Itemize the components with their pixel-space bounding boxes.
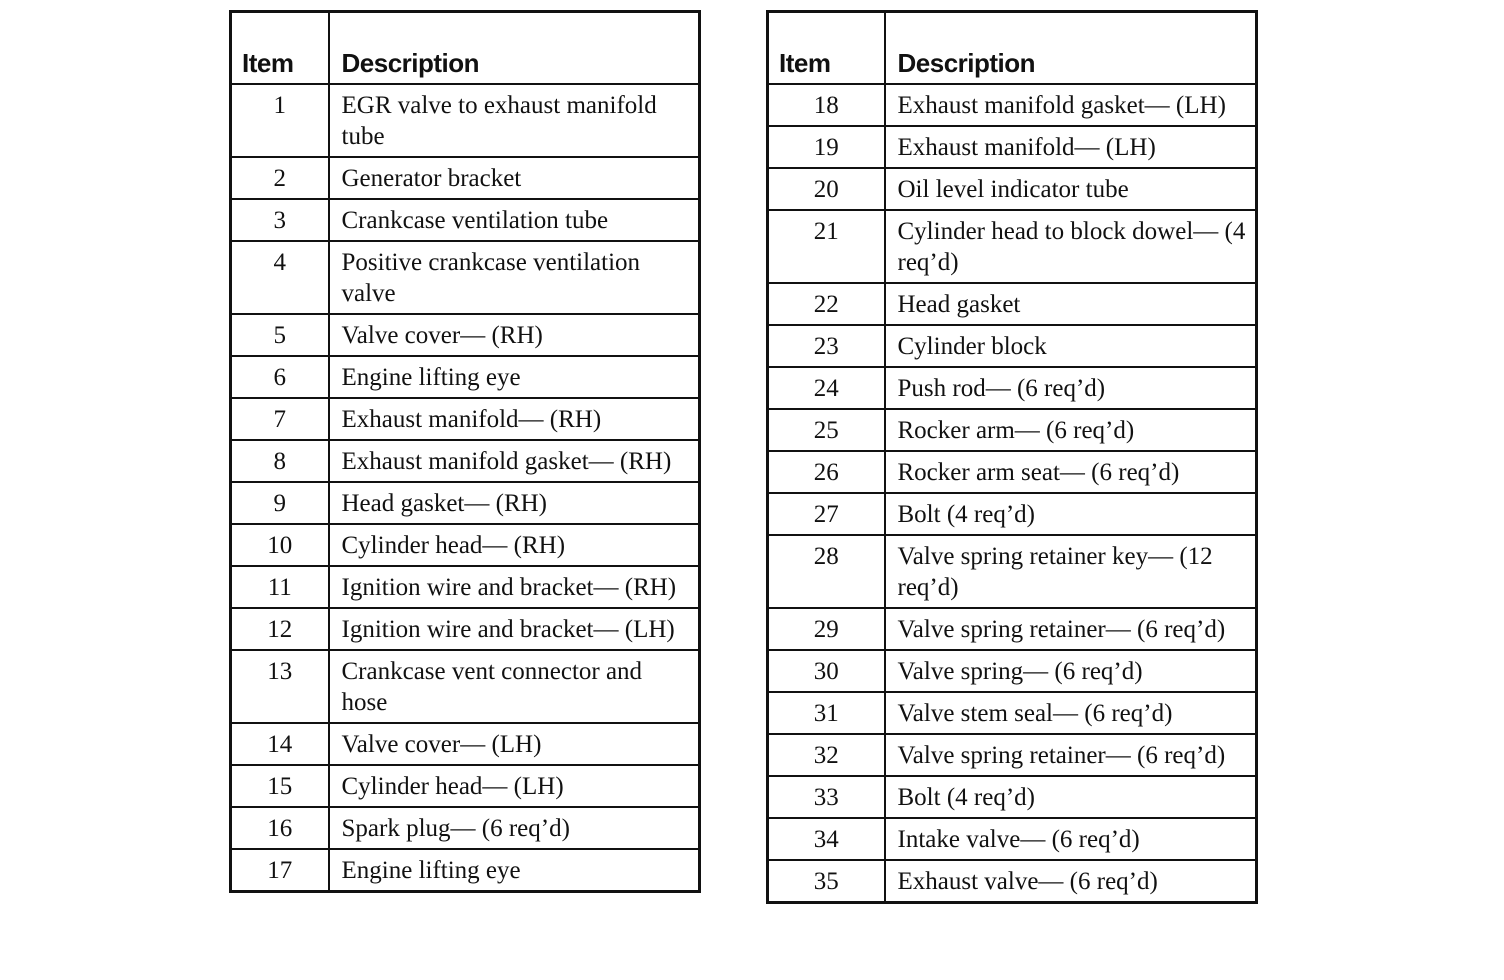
part-description: Valve spring retainer— (6 req’d) bbox=[885, 608, 1257, 650]
table-row bbox=[231, 723, 700, 765]
table-row bbox=[231, 849, 700, 892]
item-number: 28 bbox=[768, 535, 885, 608]
part-description: Cylinder block bbox=[885, 325, 1257, 367]
table-row bbox=[768, 493, 1257, 535]
item-number: 1 bbox=[231, 84, 329, 157]
item-number: 15 bbox=[231, 765, 329, 807]
table-row bbox=[231, 807, 700, 849]
table-row bbox=[768, 126, 1257, 168]
item-number: 20 bbox=[768, 168, 885, 210]
part-description: Spark plug— (6 req’d) bbox=[329, 807, 700, 849]
table-row bbox=[231, 440, 700, 482]
table-row bbox=[768, 650, 1257, 692]
table-row bbox=[231, 566, 700, 608]
table-row bbox=[231, 241, 700, 314]
table-row bbox=[768, 860, 1257, 903]
table-row bbox=[231, 765, 700, 807]
item-number: 6 bbox=[231, 356, 329, 398]
part-description: Valve spring retainer key— (12 req’d) bbox=[885, 535, 1257, 608]
part-description: Exhaust valve— (6 req’d) bbox=[885, 860, 1257, 903]
item-number: 32 bbox=[768, 734, 885, 776]
table-row bbox=[768, 367, 1257, 409]
item-number: 18 bbox=[768, 84, 885, 126]
table-header-row bbox=[231, 12, 700, 85]
table-row bbox=[231, 84, 700, 157]
item-column-header: Item bbox=[768, 12, 885, 85]
parts-table-left bbox=[229, 10, 701, 893]
table-row bbox=[768, 776, 1257, 818]
table-header-row bbox=[768, 12, 1257, 85]
table-row bbox=[768, 210, 1257, 283]
item-number: 16 bbox=[231, 807, 329, 849]
parts-table-right bbox=[766, 10, 1258, 904]
item-number: 14 bbox=[231, 723, 329, 765]
table-row bbox=[768, 818, 1257, 860]
table-row bbox=[768, 734, 1257, 776]
table-row bbox=[768, 409, 1257, 451]
part-description: Push rod— (6 req’d) bbox=[885, 367, 1257, 409]
table-row bbox=[768, 283, 1257, 325]
item-number: 21 bbox=[768, 210, 885, 283]
description-column-header: Description bbox=[885, 12, 1257, 85]
item-number: 24 bbox=[768, 367, 885, 409]
part-description: Bolt (4 req’d) bbox=[885, 776, 1257, 818]
part-description: Engine lifting eye bbox=[329, 356, 700, 398]
item-number: 27 bbox=[768, 493, 885, 535]
parts-table-right-body bbox=[768, 84, 1257, 903]
part-description: Exhaust manifold— (RH) bbox=[329, 398, 700, 440]
table-row bbox=[231, 608, 700, 650]
table-row bbox=[768, 692, 1257, 734]
item-number: 34 bbox=[768, 818, 885, 860]
part-description: Cylinder head to block dowel— (4 req’d) bbox=[885, 210, 1257, 283]
part-description: EGR valve to exhaust manifold tube bbox=[329, 84, 700, 157]
item-number: 12 bbox=[231, 608, 329, 650]
part-description: Crankcase ventilation tube bbox=[329, 199, 700, 241]
item-number: 26 bbox=[768, 451, 885, 493]
part-description: Rocker arm— (6 req’d) bbox=[885, 409, 1257, 451]
table-row bbox=[768, 325, 1257, 367]
table-row bbox=[231, 650, 700, 723]
item-number: 25 bbox=[768, 409, 885, 451]
item-number: 2 bbox=[231, 157, 329, 199]
part-description: Oil level indicator tube bbox=[885, 168, 1257, 210]
part-description: Valve cover— (RH) bbox=[329, 314, 700, 356]
item-number: 30 bbox=[768, 650, 885, 692]
table-row bbox=[231, 199, 700, 241]
item-number: 29 bbox=[768, 608, 885, 650]
table-row bbox=[768, 84, 1257, 126]
part-description: Valve spring retainer— (6 req’d) bbox=[885, 734, 1257, 776]
item-number: 3 bbox=[231, 199, 329, 241]
part-description: Exhaust manifold— (LH) bbox=[885, 126, 1257, 168]
part-description: Bolt (4 req’d) bbox=[885, 493, 1257, 535]
description-column-header: Description bbox=[329, 12, 700, 85]
part-description: Generator bracket bbox=[329, 157, 700, 199]
part-description: Ignition wire and bracket— (LH) bbox=[329, 608, 700, 650]
part-description: Head gasket— (RH) bbox=[329, 482, 700, 524]
part-description: Valve spring— (6 req’d) bbox=[885, 650, 1257, 692]
part-description: Rocker arm seat— (6 req’d) bbox=[885, 451, 1257, 493]
part-description: Head gasket bbox=[885, 283, 1257, 325]
item-number: 5 bbox=[231, 314, 329, 356]
item-number: 35 bbox=[768, 860, 885, 903]
table-row bbox=[231, 314, 700, 356]
part-description: Exhaust manifold gasket— (RH) bbox=[329, 440, 700, 482]
table-row bbox=[768, 451, 1257, 493]
table-row bbox=[231, 524, 700, 566]
table-row bbox=[768, 168, 1257, 210]
item-number: 22 bbox=[768, 283, 885, 325]
part-description: Cylinder head— (RH) bbox=[329, 524, 700, 566]
item-number: 8 bbox=[231, 440, 329, 482]
part-description: Crankcase vent connector and hose bbox=[329, 650, 700, 723]
item-number: 7 bbox=[231, 398, 329, 440]
part-description: Intake valve— (6 req’d) bbox=[885, 818, 1257, 860]
part-description: Valve cover— (LH) bbox=[329, 723, 700, 765]
item-number: 13 bbox=[231, 650, 329, 723]
part-description: Positive crankcase ventilation valve bbox=[329, 241, 700, 314]
item-number: 4 bbox=[231, 241, 329, 314]
item-number: 17 bbox=[231, 849, 329, 892]
parts-table-left-body bbox=[231, 84, 700, 892]
part-description: Engine lifting eye bbox=[329, 849, 700, 892]
item-number: 9 bbox=[231, 482, 329, 524]
table-row bbox=[768, 608, 1257, 650]
table-row bbox=[231, 356, 700, 398]
table-row bbox=[768, 535, 1257, 608]
table-row bbox=[231, 482, 700, 524]
item-number: 31 bbox=[768, 692, 885, 734]
item-number: 23 bbox=[768, 325, 885, 367]
item-column-header: Item bbox=[231, 12, 329, 85]
part-description: Exhaust manifold gasket— (LH) bbox=[885, 84, 1257, 126]
item-number: 19 bbox=[768, 126, 885, 168]
item-number: 10 bbox=[231, 524, 329, 566]
part-description: Valve stem seal— (6 req’d) bbox=[885, 692, 1257, 734]
part-description: Ignition wire and bracket— (RH) bbox=[329, 566, 700, 608]
table-row bbox=[231, 398, 700, 440]
item-number: 33 bbox=[768, 776, 885, 818]
item-number: 11 bbox=[231, 566, 329, 608]
part-description: Cylinder head— (LH) bbox=[329, 765, 700, 807]
table-row bbox=[231, 157, 700, 199]
